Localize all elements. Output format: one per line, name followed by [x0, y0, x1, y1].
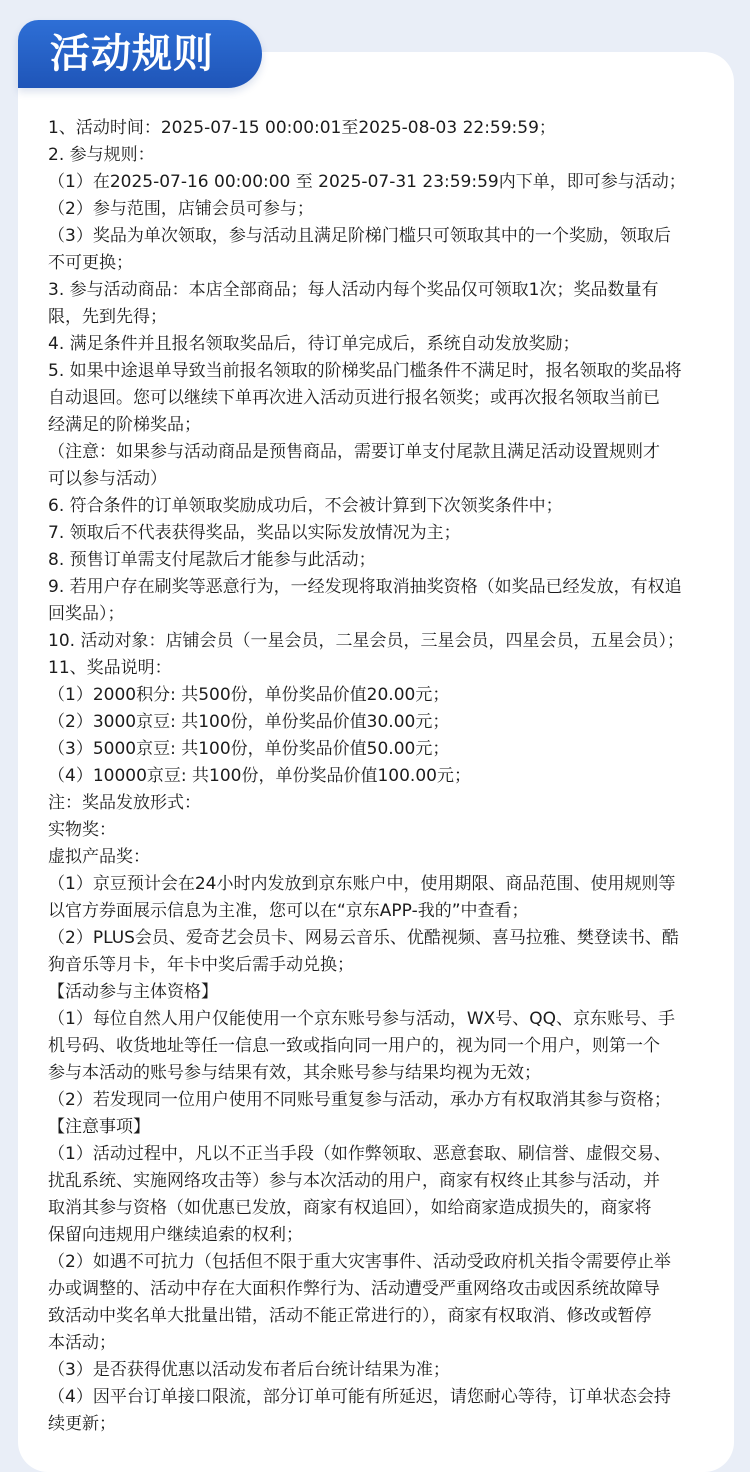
- rule-line: 可以参与活动）: [48, 469, 167, 489]
- rule-line: （1）2000积分: 共500份，单份奖品价值20.00元；: [48, 685, 450, 705]
- page-title: 活动规则: [50, 31, 214, 77]
- rule-line: 实物奖：: [48, 820, 116, 840]
- rule-line: 3. 参与活动商品：本店全部商品；每人活动内每个奖品仅可领取1次；奖品数量有: [48, 280, 659, 300]
- rule-line: 保留向违规用户继续追索的权利；: [48, 1225, 303, 1245]
- rules-text: [48, 115, 712, 1438]
- rule-line: （1）在2025-07-16 00:00:00 至 2025-07-31 23:59:59内下单，即可参与活动；: [48, 172, 686, 192]
- rule-line: 回奖品）；: [48, 604, 125, 624]
- rule-line: 以官方券面展示信息为主准，您可以在“京东APP-我的”中查看；: [48, 901, 529, 921]
- rule-line: （2）如遇不可抗力（包括但不限于重大灾害事件、活动受政府机关指令需要停止举: [48, 1252, 671, 1272]
- rule-line: 本活动；: [48, 1333, 116, 1353]
- rule-line: 1、活动时间：2025-07-15 00:00:01至2025-08-03 22:59:59；: [48, 118, 556, 138]
- rule-line: 机号码、收货地址等任一信息一致或指向同一用户的，视为同一个用户，则第一个: [48, 1036, 660, 1056]
- rule-line: （4）因平台订单接口限流，部分订单可能有所延迟，请您耐心等待，订单状态会持: [48, 1387, 671, 1407]
- rule-line: 经满足的阶梯奖品；: [48, 415, 201, 435]
- rule-line: （1）活动过程中，凡以不正当手段（如作弊领取、恶意套取、刷信誉、虚假交易、: [48, 1144, 671, 1164]
- rule-line: 2. 参与规则：: [48, 145, 155, 165]
- rule-line: 注：奖品发放形式：: [48, 793, 201, 813]
- rule-line: 7. 领取后不代表获得奖品，奖品以实际发放情况为主；: [48, 523, 461, 543]
- rule-line: （2）3000京豆: 共100份，单份奖品价值30.00元；: [48, 712, 450, 732]
- rule-line: 10. 活动对象：店铺会员（一星会员，二星会员，三星会员，四星会员，五星会员）；: [48, 631, 684, 651]
- rule-line: 致活动中奖名单大批量出错，活动不能正常进行的），商家有权取消、修改或暂停: [48, 1306, 652, 1326]
- rule-line: 【注意事项】: [48, 1117, 150, 1137]
- rule-line: （3）奖品为单次领取，参与活动且满足阶梯门槛只可领取其中的一个奖励，领取后: [48, 226, 671, 246]
- rule-line: 6. 符合条件的订单领取奖励成功后，不会被计算到下次领奖条件中；: [48, 496, 563, 516]
- rule-line: 9. 若用户存在刷奖等恶意行为，一经发现将取消抽奖资格（如奖品已经发放，有权追: [48, 577, 682, 597]
- rule-line: （1）每位自然人用户仅能使用一个京东账号参与活动，WX号、QQ、京东账号、手: [48, 1009, 676, 1029]
- rule-line: 参与本活动的账号参与结果有效，其余账号参与结果均视为无效；: [48, 1063, 541, 1083]
- title-tab: [18, 20, 262, 88]
- rule-line: （2）若发现同一位用户使用不同账号重复参与活动，承办方有权取消其参与资格；: [48, 1090, 671, 1110]
- rule-line: 办或调整的、活动中存在大面积作弊行为、活动遭受严重网络攻击或因系统故障导: [48, 1279, 660, 1299]
- rule-line: 【活动参与主体资格】: [48, 982, 218, 1002]
- rule-line: 扰乱系统、实施网络攻击等）参与本次活动的用户，商家有权终止其参与活动，并: [48, 1171, 660, 1191]
- rule-line: （2）PLUS会员、爱奇艺会员卡、网易云音乐、优酷视频、喜马拉雅、樊登读书、酷: [48, 928, 679, 948]
- rule-line: 续更新；: [48, 1414, 116, 1434]
- rule-line: （2）参与范围，店铺会员可参与；: [48, 199, 314, 219]
- rule-line: 虚拟产品奖：: [48, 847, 150, 867]
- rule-line: 11、奖品说明：: [48, 658, 172, 678]
- rule-line: （1）京豆预计会在24小时内发放到京东账户中，使用期限、商品范围、使用规则等: [48, 874, 676, 894]
- rule-line: 狗音乐等月卡，年卡中奖后需手动兑换；: [48, 955, 354, 975]
- rule-line: 4. 满足条件并且报名领取奖品后，待订单完成后，系统自动发放奖励；: [48, 334, 580, 354]
- rule-line: 限，先到先得；: [48, 307, 167, 327]
- rule-line: （3）是否获得优惠以活动发布者后台统计结果为准；: [48, 1360, 450, 1380]
- rule-line: （4）10000京豆: 共100份，单份奖品价值100.00元；: [48, 766, 471, 786]
- rule-line: 8. 预售订单需支付尾款后才能参与此活动；: [48, 550, 376, 570]
- rule-line: 取消其参与资格（如优惠已发放，商家有权追回），如给商家造成损失的，商家将: [48, 1198, 652, 1218]
- rule-line: 不可更换；: [48, 253, 133, 273]
- rule-line: 自动退回。您可以继续下单再次进入活动页进行报名领奖；或再次报名领取当前已: [48, 388, 660, 408]
- rule-line: 5. 如果中途退单导致当前报名领取的阶梯奖品门槛条件不满足时，报名领取的奖品将: [48, 361, 682, 381]
- rule-line: （3）5000京豆: 共100份，单份奖品价值50.00元；: [48, 739, 450, 759]
- rule-line: （注意：如果参与活动商品是预售商品，需要订单支付尾款且满足活动设置规则才: [48, 442, 660, 462]
